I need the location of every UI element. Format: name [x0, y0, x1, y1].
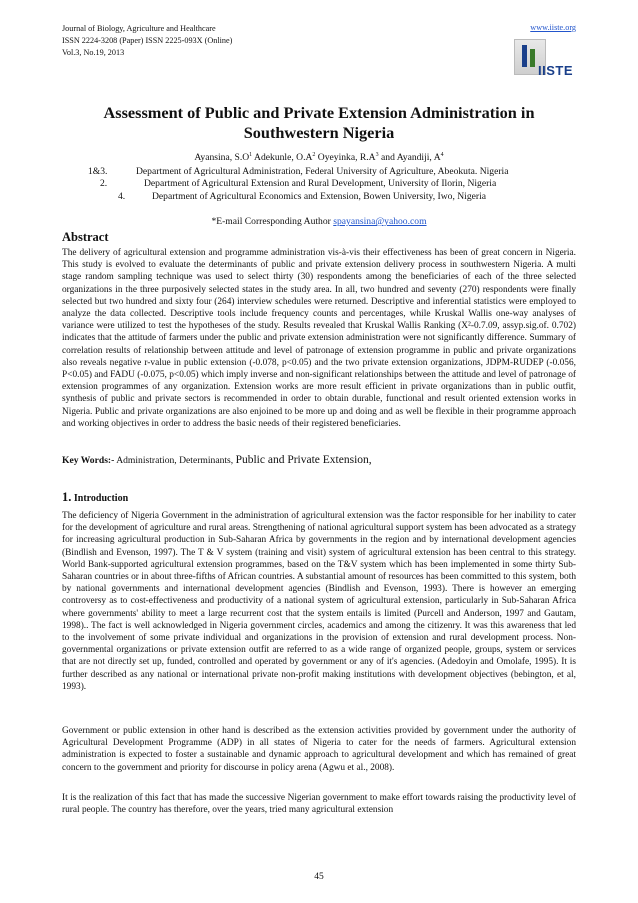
email-label: *E-mail Corresponding Author: [211, 216, 334, 227]
author-list: [62, 152, 576, 164]
author-3: Oyeyinka, R.A: [315, 152, 376, 163]
intro-paragraph-2: Government or public extension in other hand is described as the extension activities provided by government under the authority of Agricultural Development Programme (ADP) in all states of Nigeria to cater for the needs of farmers. Agricultural extension administration is expected to foster a sustainable and dynamic approach to agricultural development and which has remained of great concern to the government and priority for discourse in policy arena (Agwu et al., 2008).: [62, 726, 576, 773]
author-2-sup: 2: [312, 151, 316, 158]
introduction-heading: [62, 490, 128, 505]
abstract-text: The delivery of agricultural extension and programme administration vis-à-vis their effectiveness has been of great concern in Nigeria. This study is evolved to evaluate the determinants of public and private extension delivery process in southwestern Nigeria. A multi stage random sampling technique was used to select thirty (30) respondents among the beneficiaries of each of the three selected organizations in the three purposively selected states in the study area. In all, two hundred and seventy (270) respondents were finally selected but two hundred and sixty four (264) interview schedules were returned. Descriptive and inferential statistics were employed to analyze the data collected. Descriptive tools include frequency counts and percentages, while Kruskal Wallis one-way analyses of variance were utilized to test the hypotheses of the study. Results revealed that Kruskal Wallis Ranking (X²-0.7.09, assyp.sig.of. 0.702) indicates that the attitude of farmers under the public and private extension administration were not significantly difference. Summary of correlation results of relationship between attitude and level of patronage of extension programme in public and private organizations also reveals negative r-value in public extension (-0.078, p<0.05) and the two private extension organizations, JDPM-RUDEP (-0.056, P<0.05) and FADU (-0.075, p<0.05) which imply inverse and non-significant relationships between the attitude and level of patronage of extension programmes of any organization. Extension works are more result efficient in private organizations than in public outfit, synthesis of public and private sectors is recommended in order to obtain durable, functional and result oriented extension works in Nigeria. Public and private organizations are also enjoined to be more up and doing and as well be flexible in their programme approach and working objectives in order to address the basic needs of their registered beneficiaries.: [62, 248, 576, 429]
logo-bar-blue: [522, 45, 527, 67]
affiliation-2: [62, 178, 576, 190]
journal-url-link[interactable]: www.iiste.org: [530, 23, 576, 32]
affiliation-3: [62, 191, 576, 203]
affiliation-2-number: 2.: [100, 178, 108, 189]
logo-text: IISTE: [538, 63, 574, 78]
abstract-heading: Abstract: [62, 230, 109, 244]
author-4: and Ayandiji, A: [378, 152, 441, 163]
affiliation-1-number: 1&3.: [88, 166, 108, 177]
journal-header: [62, 23, 576, 93]
introduction-title: Introduction: [71, 493, 129, 504]
intro-paragraph-3: It is the realization of this fact that has made the successive Nigerian government to make effort towards raising the productivity level of rural people. The country has therefore, over the years, tried many agricultural extension: [62, 793, 576, 816]
title-line-1: Assessment of Public and Private Extension Administration in: [103, 103, 535, 122]
paper-title: [62, 103, 576, 143]
journal-volume: Vol.3, No.19, 2013: [62, 48, 125, 57]
author-1-sup: 1: [249, 151, 253, 158]
keywords-small: Administration, Determinants,: [114, 455, 236, 466]
page-number: 45: [314, 872, 324, 882]
corresponding-email: [62, 216, 576, 227]
iiste-logo: [514, 39, 572, 79]
author-2: Adekunle, O.A: [252, 152, 313, 163]
intro-paragraph-1: The deficiency of Nigeria Government in the administration of agricultural extension was the factor responsible for her inability to cater for the development of agriculture and rural areas. Strengthening of national agricultural support system has been advocated as a strategy for increasing agricultural production in Sub-Saharan Africa by governments in the region and by international development agencies (Bindlish and Evenson, 1997). The T & V system (training and visit) system of agricultural extension has been central to this strategy. World Bank-supported agricultural extension programmes, based on the T&V system which has been implemented in some thirty Sub-Saharan countries or in about three-fifths of African countries. A substantial amount of resources has been committed to this system, both by national governments and international development agencies (Bindlish and Evenson, 1993). There is however an emerging controversy as to cost-effectiveness and productivity of a national system of agricultural extension, particularly in Sub-Saharan Africa where governments' ability to meet a large recurrent cost that the system entails is limited (Purcell and Anderson, 1997 and Gautam, 1998).. The fact is well acknowledged in Nigeria government circles, academics and among the citizenry. It was this awareness that led to the involvement of some private individual and organizations in the provision of extension and rural development process. Non-governmental organizations or private extension outfit are referred to as a wide range of organized people, groups, system or services that are not directly set up, funded, controlled and operated by government or any of it's agencies. (Adedoyin and Omolafe, 1995). It is further described as any national or international private non-profit making institutions with development objectives (bebington, et al, 1993).: [62, 511, 576, 692]
title-line-2: Southwestern Nigeria: [243, 123, 395, 142]
affiliation-3-text: Department of Agricultural Economics and Extension, Bowen University, Iwo, Nigeria: [152, 191, 487, 202]
logo-bar-green: [530, 49, 535, 67]
affiliation-2-text: Department of Agricultural Extension and Rural Development, University of Ilorin, Nigeria: [144, 178, 497, 189]
affiliation-3-number: 4.: [118, 191, 126, 202]
keywords-label: Key Words:-: [62, 455, 115, 466]
affiliation-1: [62, 166, 576, 178]
journal-issn: ISSN 2224-3208 (Paper) ISSN 2225-093X (Online): [62, 36, 233, 45]
author-4-sup: 4: [440, 151, 444, 158]
affiliation-1-text: Department of Agricultural Administration, Federal University of Agriculture, Abeokuta. Nigeria: [136, 166, 509, 177]
keywords-large: Public and Private Extension,: [235, 454, 372, 466]
introduction-number: 1.: [62, 490, 72, 504]
journal-name: Journal of Biology, Agriculture and Healthcare: [62, 24, 216, 33]
author-3-sup: 3: [375, 151, 379, 158]
email-link[interactable]: spayansina@yahoo.com: [333, 216, 427, 227]
keywords: [62, 454, 372, 466]
author-1: Ayansina, S.O: [194, 152, 250, 163]
